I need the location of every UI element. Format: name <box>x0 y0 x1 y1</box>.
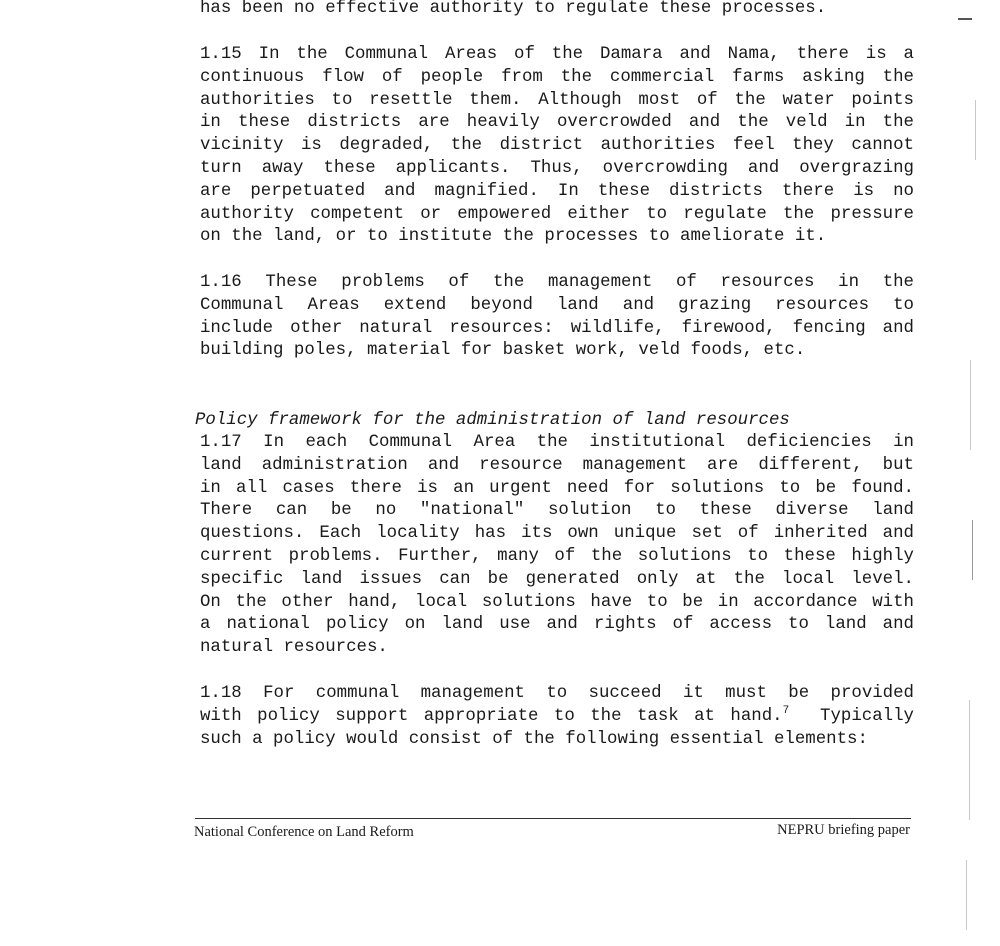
footnote-ref: 7 <box>782 705 790 717</box>
text-line: vicinity is degraded, the district authorities feel they cannot <box>200 136 914 156</box>
text-line: land administration and resource management are different, but <box>200 455 914 475</box>
text-line: in these districts are heavily overcrowded and the veld in the <box>200 113 914 133</box>
text-segment: with policy support appropriate to the task at hand. <box>200 706 783 726</box>
text-line: are perpetuated and magnified. In these districts there is no <box>200 181 914 201</box>
section-heading: Policy framework for the administration of land resources <box>195 411 790 430</box>
text-line: 1.16 These problems of the management of resources in the <box>200 273 914 292</box>
footer-title: National Conference on Land Reform <box>194 824 414 840</box>
text-line: turn away these applicants. Thus, overcrowding and overgrazing <box>200 158 914 178</box>
paragraph-1-16 <box>200 272 914 363</box>
text-line: current problems. Further, many of the solutions to these highly <box>200 546 914 566</box>
scan-artifact <box>966 860 967 930</box>
scan-artifact <box>975 100 976 160</box>
text-line: On the other hand, local solutions have to be in accordance with <box>200 592 914 612</box>
text-line: building poles, material for basket work, veld foods, etc. <box>200 341 806 361</box>
text-line: 1.18 For communal management to succeed it must be provided <box>200 684 914 703</box>
scan-artifact <box>969 700 970 820</box>
scan-artifact <box>958 18 972 20</box>
text-line: has been no effective authority to regulate these processes. <box>200 0 827 18</box>
text-line: 1.17 In each Communal Area the institutional deficiencies in <box>200 433 914 452</box>
text-line <box>200 706 914 729</box>
text-line: on the land, or to institute the processes to ameliorate it. <box>200 227 827 247</box>
text-line: questions. Each locality has its own unique set of inherited and <box>200 524 914 544</box>
scan-artifact <box>972 520 973 580</box>
scan-artifact <box>970 360 971 450</box>
text-line: specific land issues can be generated only at the local level. <box>200 569 914 589</box>
text-line: a national policy on land use and rights of access to land and <box>200 615 914 635</box>
footer-rule <box>195 818 911 819</box>
text-line: include other natural resources: wildlife, firewood, fencing and <box>200 318 914 338</box>
text-line: Communal Areas extend beyond land and grazing resources to <box>200 295 914 315</box>
footer-series: NEPRU briefing paper <box>777 822 910 838</box>
text-line: continuous flow of people from the commercial farms asking the <box>200 67 914 87</box>
text-line: There can be no "national" solution to these diverse land <box>200 501 914 521</box>
text-line: such a policy would consist of the following essential elements: <box>200 729 868 749</box>
text-line: in all cases there is an urgent need for solutions to be found. <box>200 478 914 498</box>
text-segment: Typically <box>789 706 914 726</box>
paragraph-1-15 <box>200 44 914 249</box>
text-line: authorities to resettle them. Although most of the water points <box>200 90 914 110</box>
paragraph-1-17 <box>200 432 914 660</box>
text-line: authority competent or empowered either to regulate the pressure <box>200 204 914 224</box>
paragraph-1-18 <box>200 683 914 751</box>
paragraph-continuation <box>200 0 914 21</box>
text-line: natural resources. <box>200 638 388 658</box>
text-line: 1.15 In the Communal Areas of the Damara and Nama, there is a <box>200 45 914 64</box>
